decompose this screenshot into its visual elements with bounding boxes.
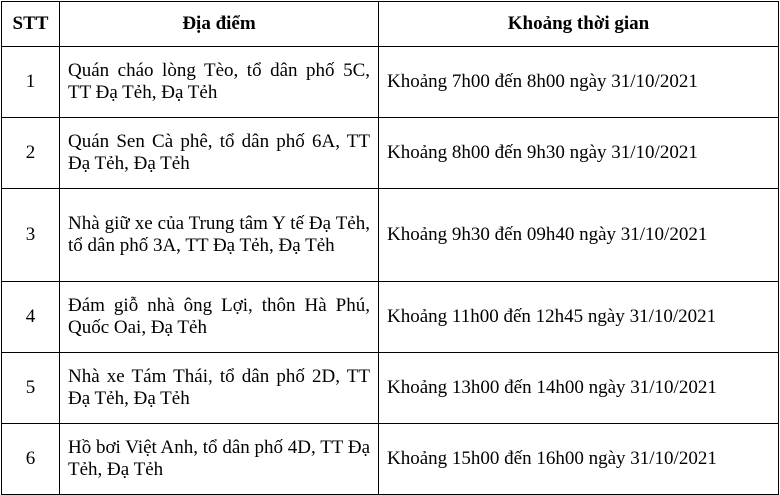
table-row xyxy=(2,424,779,495)
row-time: Khoảng 13h00 đến 14h00 ngày 31/10/2021 xyxy=(379,353,779,424)
row-place: Nhà giữ xe của Trung tâm Y tế Đạ Tẻh, tổ dân phố 3A, TT Đạ Tẻh, Đạ Tẻh xyxy=(60,189,379,282)
row-place: Quán cháo lòng Tèo, tổ dân phố 5C, TT Đạ Tẻh, Đạ Tẻh xyxy=(60,47,379,118)
header-stt: STT xyxy=(2,2,60,47)
row-stt: 4 xyxy=(2,282,60,353)
table-row xyxy=(2,353,779,424)
row-time: Khoảng 15h00 đến 16h00 ngày 31/10/2021 xyxy=(379,424,779,495)
table-row xyxy=(2,189,779,282)
table-row xyxy=(2,47,779,118)
header-row xyxy=(2,2,779,47)
table-row xyxy=(2,282,779,353)
row-stt: 1 xyxy=(2,47,60,118)
header-time: Khoảng thời gian xyxy=(379,2,779,47)
row-time: Khoảng 8h00 đến 9h30 ngày 31/10/2021 xyxy=(379,118,779,189)
row-time: Khoảng 11h00 đến 12h45 ngày 31/10/2021 xyxy=(379,282,779,353)
row-place: Nhà xe Tám Thái, tổ dân phố 2D, TT Đạ Tẻh, Đạ Tẻh xyxy=(60,353,379,424)
row-stt: 6 xyxy=(2,424,60,495)
row-place: Đám giỗ nhà ông Lợi, thôn Hà Phú, Quốc Oai, Đạ Tẻh xyxy=(60,282,379,353)
row-place: Hồ bơi Việt Anh, tổ dân phố 4D, TT Đạ Tẻh, Đạ Tẻh xyxy=(60,424,379,495)
table-row xyxy=(2,118,779,189)
schedule-table xyxy=(1,1,779,495)
row-stt: 5 xyxy=(2,353,60,424)
row-stt: 3 xyxy=(2,189,60,282)
header-place: Địa điểm xyxy=(60,2,379,47)
row-time: Khoảng 9h30 đến 09h40 ngày 31/10/2021 xyxy=(379,189,779,282)
row-time: Khoảng 7h00 đến 8h00 ngày 31/10/2021 xyxy=(379,47,779,118)
row-place: Quán Sen Cà phê, tổ dân phố 6A, TT Đạ Tẻh, Đạ Tẻh xyxy=(60,118,379,189)
row-stt: 2 xyxy=(2,118,60,189)
